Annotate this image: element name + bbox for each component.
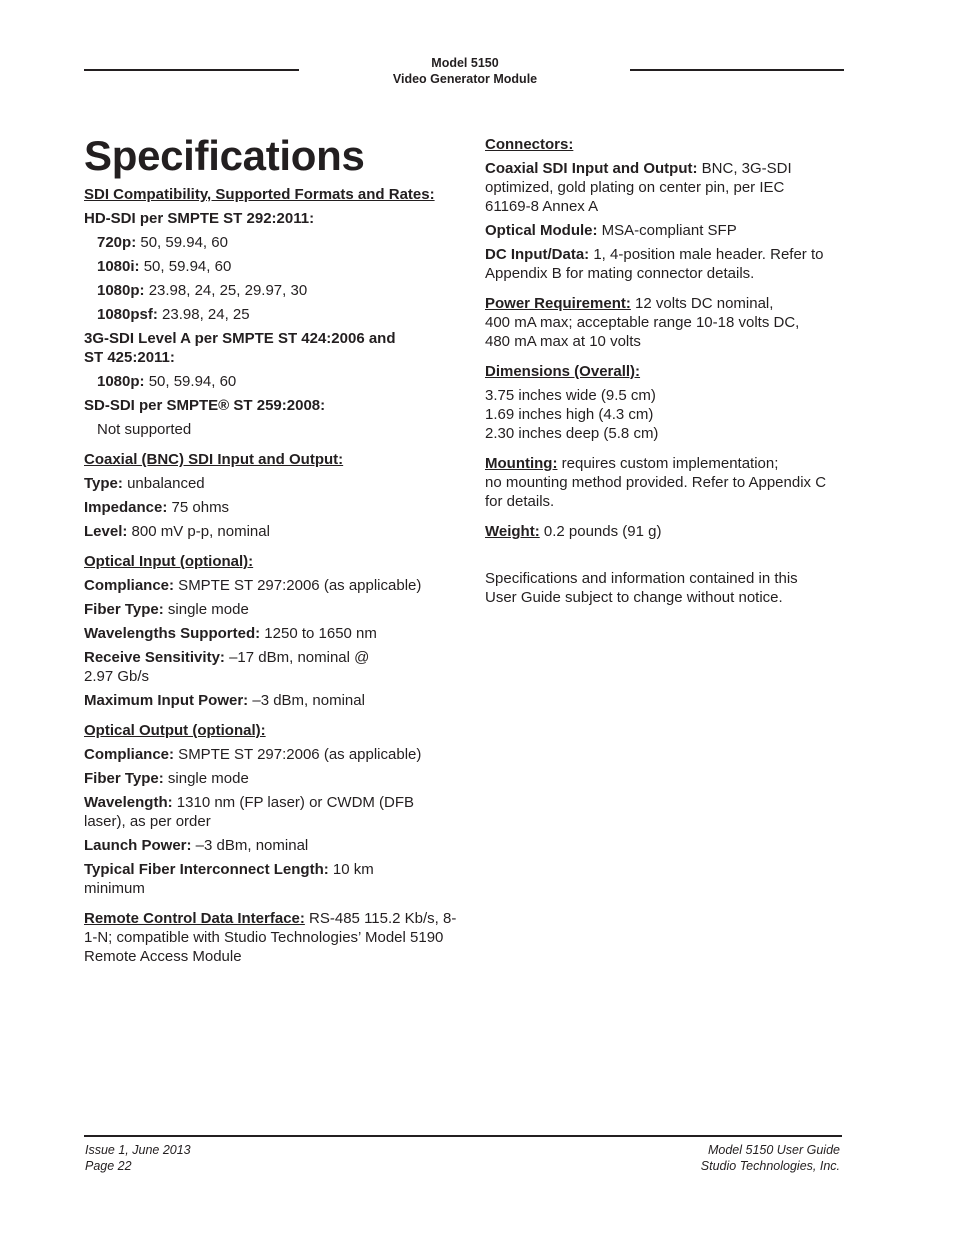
spec-key: Receive Sensitivity: (84, 649, 225, 666)
spec-key: Compliance: (84, 577, 175, 594)
coax-level (84, 522, 464, 541)
right-column (485, 135, 850, 612)
weight-value: 0.2 pounds (91 g) (539, 523, 662, 540)
dimensions-heading: Dimensions (Overall): (485, 363, 641, 380)
hd-format-720p (84, 233, 464, 252)
power-line3: 480 mA max at 10 volts (485, 333, 641, 350)
hd-format-1080psf (84, 305, 464, 324)
spec-value: 75 ohms (167, 499, 230, 516)
header-model: Model 5150 (431, 56, 499, 70)
header-rule-left (84, 69, 299, 71)
spec-key: Wavelengths Supported: (84, 625, 261, 642)
spec-value: 1, 4-position male header. Refer to Appendix B for mating connector details. (485, 246, 824, 282)
spec-key: Fiber Type: (84, 601, 164, 618)
spec-value: unbalanced (122, 475, 205, 492)
spec-key: 1080psf: (97, 306, 158, 323)
dimension-depth: 2.30 inches deep (5.8 cm) (485, 425, 659, 442)
change-notice: Specifications and information contained in this User Guide subject to change without notice. (485, 570, 798, 606)
3g-format-1080p (84, 372, 464, 391)
optical-output-fiber-type (84, 769, 464, 788)
footer-rule (84, 1135, 842, 1137)
footer-right (701, 1143, 840, 1174)
spec-key: 1080p: (97, 282, 145, 299)
spec-key: 720p: (97, 234, 137, 251)
page-title: Specifications (84, 132, 365, 179)
spec-value: 50, 59.94, 60 (136, 234, 228, 251)
spec-value: 1310 nm (FP laser) or CWDM (DFB laser), as per order (84, 794, 415, 830)
spec-key: Coaxial SDI Input and Output: (485, 160, 698, 177)
spec-value: 23.98, 24, 25, 29.97, 30 (144, 282, 308, 299)
optical-output-heading: Optical Output (optional): (84, 722, 266, 739)
spec-value: –3 dBm, nominal (191, 837, 309, 854)
optical-output-wavelength (84, 793, 434, 831)
power-line2: 400 mA max; acceptable range 10-18 volts DC, (485, 314, 800, 331)
spec-key: Impedance: (84, 499, 168, 516)
footer-company: Studio Technologies, Inc. (700, 1158, 840, 1173)
spec-key: Launch Power: (84, 837, 192, 854)
hd-sdi-label: HD-SDI per SMPTE ST 292:2011: (84, 210, 315, 227)
spec-key: 1080i: (97, 258, 140, 275)
mounting-spec (485, 454, 845, 511)
optical-output-launch-power (84, 836, 464, 855)
power-requirement (485, 294, 850, 351)
optical-input-sensitivity (84, 648, 389, 686)
spec-value: 23.98, 24, 25 (157, 306, 250, 323)
connector-dc-input (485, 245, 825, 283)
spec-value: 10 km minimum (84, 861, 374, 897)
spec-value: MSA-compliant SFP (597, 222, 737, 239)
spec-value: –3 dBm, nominal (248, 692, 365, 709)
spec-value: –17 dBm, nominal @ 2.97 Gb/s (84, 649, 370, 685)
spec-key: Typical Fiber Interconnect Length: (84, 861, 329, 878)
left-column (84, 132, 464, 971)
mounting-heading: Mounting: (485, 455, 558, 472)
footer-issue: Issue 1, June 2013 (85, 1143, 191, 1157)
spec-key: Wavelength: (84, 794, 173, 811)
spec-value: SMPTE ST 297:2006 (as applicable) (174, 577, 422, 594)
spec-value: 50, 59.94, 60 (139, 258, 232, 275)
connector-coaxial (485, 159, 815, 216)
spec-value: single mode (163, 770, 249, 787)
spec-key: Optical Module: (485, 222, 598, 239)
optical-input-compliance (84, 576, 464, 595)
footer-guide-title: Model 5150 User Guide (707, 1143, 840, 1157)
coax-heading: Coaxial (BNC) SDI Input and Output: (84, 451, 344, 468)
connectors-heading: Connectors: (485, 136, 574, 153)
optical-input-max-power (84, 691, 464, 710)
sd-sdi-label: SD-SDI per SMPTE® ST 259:2008: (84, 397, 326, 414)
spec-value: 1250 to 1650 nm (260, 625, 377, 642)
spec-value: BNC, 3G-SDI optimized, gold plating on center pin, per IEC 61169-8 Annex A (485, 160, 792, 215)
spec-value: SMPTE ST 297:2006 (as applicable) (174, 746, 422, 763)
spec-value: 800 mV p-p, nominal (127, 523, 270, 540)
spec-key: DC Input/Data: (485, 246, 590, 263)
optical-input-heading: Optical Input (optional): (84, 553, 254, 570)
mounting-line2: no mounting method provided. Refer to Appendix C for details. (485, 474, 827, 510)
sd-sdi-value: Not supported (97, 421, 192, 438)
hd-format-1080p (84, 281, 464, 300)
coax-impedance (84, 498, 464, 517)
remote-control-heading: Remote Control Data Interface: (84, 910, 305, 927)
remote-control-spec (84, 909, 459, 966)
optical-output-fiber-length (84, 860, 404, 898)
power-line1: 12 volts DC nominal, (630, 295, 774, 312)
spec-key: Type: (84, 475, 123, 492)
coax-type (84, 474, 464, 493)
spec-key: Fiber Type: (84, 770, 164, 787)
dimension-width: 3.75 inches wide (9.5 cm) (485, 387, 656, 404)
sdi-heading: SDI Compatibility, Supported Formats and Rates: (84, 186, 435, 203)
weight-heading: Weight: (485, 523, 540, 540)
spec-key: Compliance: (84, 746, 175, 763)
weight-spec (485, 522, 850, 541)
footer-left (85, 1143, 191, 1174)
spec-value: 50, 59.94, 60 (144, 373, 237, 390)
footer-page-number: Page 22 (85, 1158, 132, 1173)
connector-optical-module (485, 221, 850, 240)
hd-format-1080i (84, 257, 464, 276)
running-header (300, 55, 630, 87)
mounting-line1: requires custom implementation; (557, 455, 779, 472)
spec-key: Level: (84, 523, 128, 540)
dimension-height: 1.69 inches high (4.3 cm) (485, 406, 654, 423)
power-heading: Power Requirement: (485, 295, 631, 312)
header-rule-right (630, 69, 844, 71)
3g-sdi-label (84, 329, 464, 367)
header-product: Video Generator Module (392, 72, 538, 86)
spec-key: Maximum Input Power: (84, 692, 249, 709)
3g-sdi-label-line2: ST 425:2011: (84, 349, 175, 366)
spec-value: single mode (163, 601, 249, 618)
optical-input-wavelengths (84, 624, 464, 643)
optical-input-fiber-type (84, 600, 464, 619)
3g-sdi-label-line1: 3G-SDI Level A per SMPTE ST 424:2006 and (84, 330, 396, 347)
spec-value: RS-485 115.2 Kb/s, 8-1-N; compatible with Studio Technologies’ Model 5190 Remote Access Module (84, 910, 457, 965)
optical-output-compliance (84, 745, 464, 764)
dimensions-values (485, 386, 850, 443)
spec-key: 1080p: (97, 373, 145, 390)
